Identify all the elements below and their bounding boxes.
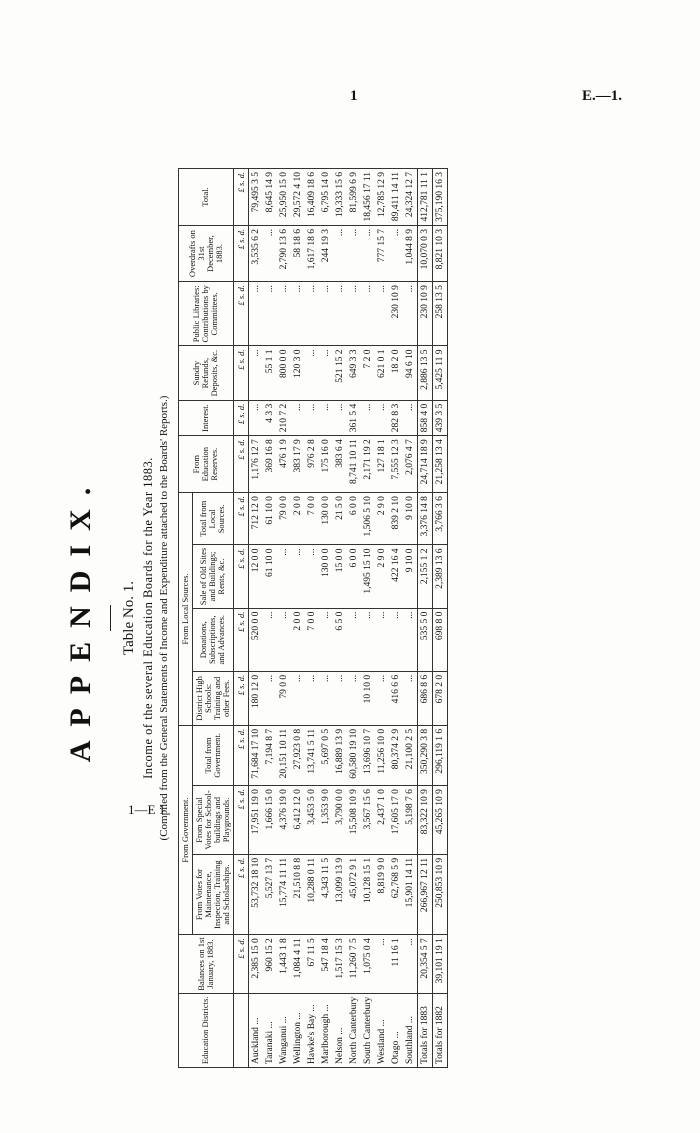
- value-cell: 4 3 3: [263, 400, 277, 436]
- value-cell: 8,819 9 0: [375, 854, 389, 934]
- value-cell: 8,821 10 3: [432, 225, 447, 281]
- value-cell: 45,265 10 9: [432, 786, 447, 855]
- value-cell: 11,260 7 5: [347, 935, 361, 993]
- value-cell: 416 6 6: [389, 671, 403, 725]
- value-cell: ...: [389, 608, 403, 671]
- table-row: [347, 169, 361, 1068]
- value-cell: 130 0 0: [319, 545, 333, 608]
- value-cell: ...: [361, 400, 375, 436]
- value-cell: 12 0 0: [248, 545, 263, 608]
- value-cell: 698 8 0: [432, 608, 447, 671]
- units-row: [233, 169, 248, 1068]
- value-cell: 2 9 0: [375, 545, 389, 608]
- table-row: [277, 169, 291, 1068]
- district-cell: Otago ...: [389, 993, 403, 1067]
- value-cell: ...: [263, 608, 277, 671]
- value-cell: 45,072 9 1: [347, 854, 361, 934]
- value-cell: 3,535 6 2: [248, 225, 263, 281]
- table-row: [263, 169, 277, 1068]
- value-cell: 777 15 7: [375, 225, 389, 281]
- value-cell: ...: [375, 282, 389, 346]
- side-code: 1—E 1: [128, 802, 166, 817]
- value-cell: 3,567 15 6: [361, 786, 375, 855]
- value-cell: 2 9 0: [375, 493, 389, 545]
- value-cell: ...: [333, 671, 347, 725]
- value-cell: 21,510 8 8: [291, 854, 305, 934]
- value-cell: 266,967 12 11: [417, 854, 432, 934]
- col-header: Education Districts.: [179, 993, 234, 1067]
- value-cell: 13,696 10 7: [361, 725, 375, 785]
- col-header: Total from Local Sources.: [192, 493, 233, 545]
- value-cell: ...: [347, 282, 361, 346]
- value-cell: 369 16 8: [263, 436, 277, 493]
- value-cell: 230 10 9: [417, 282, 432, 346]
- value-cell: ...: [277, 545, 291, 608]
- value-cell: 3,376 14 8: [417, 493, 432, 545]
- value-cell: ...: [291, 671, 305, 725]
- value-cell: 11,256 10 0: [375, 725, 389, 785]
- value-cell: 21 5 0: [333, 493, 347, 545]
- value-cell: 350,290 3 8: [417, 725, 432, 785]
- value-cell: 10,070 0 3: [417, 225, 432, 281]
- district-cell: Nelson ...: [333, 993, 347, 1067]
- value-cell: £ s. d.: [233, 854, 248, 934]
- appendix-heading: APPENDIX.: [64, 473, 97, 763]
- value-cell: 9 10 0: [403, 493, 418, 545]
- value-cell: 1,443 1 8: [277, 935, 291, 993]
- table-number: Table No. 1.: [121, 581, 137, 655]
- value-cell: 62,768 5 9: [389, 854, 403, 934]
- value-cell: 2,886 13 5: [417, 346, 432, 400]
- table-row: [305, 169, 319, 1068]
- district-cell: Westland ...: [375, 993, 389, 1067]
- value-cell: 412,781 11 1: [417, 169, 432, 226]
- value-cell: 678 2 0: [432, 671, 447, 725]
- value-cell: ...: [403, 400, 418, 436]
- value-cell: 7,194 8 7: [263, 725, 277, 785]
- value-cell: 3,790 0 0: [333, 786, 347, 855]
- value-cell: 535 5 0: [417, 608, 432, 671]
- table-body: [233, 169, 447, 1068]
- value-cell: £ s. d.: [233, 935, 248, 993]
- value-cell: 15,774 11 11: [277, 854, 291, 934]
- value-cell: ...: [319, 400, 333, 436]
- district-cell: Taranaki ...: [263, 993, 277, 1067]
- value-cell: ...: [375, 608, 389, 671]
- value-cell: ...: [319, 671, 333, 725]
- totals-row: [432, 169, 447, 1068]
- value-cell: 55 1 1: [263, 346, 277, 400]
- value-cell: 13,099 13 9: [333, 854, 347, 934]
- value-cell: 39,101 19 1: [432, 935, 447, 993]
- value-cell: ...: [305, 545, 319, 608]
- value-cell: ...: [248, 282, 263, 346]
- page-code: E.—1.: [582, 88, 623, 104]
- value-cell: £ s. d.: [233, 169, 248, 226]
- table-subtitle: (Compiled from the General Statements of Income and Expenditure attached to the Boards' Reports.): [158, 395, 170, 841]
- value-cell: 621 0 1: [375, 346, 389, 400]
- value-cell: 383 6 4: [333, 436, 347, 493]
- value-cell: 686 8 6: [417, 671, 432, 725]
- value-cell: 21,258 13 4: [432, 436, 447, 493]
- value-cell: 10,128 15 1: [361, 854, 375, 934]
- value-cell: 6 0 0: [347, 545, 361, 608]
- value-cell: 383 17 9: [291, 436, 305, 493]
- district-cell: Wanganui ...: [277, 993, 291, 1067]
- value-cell: 7 0 0: [305, 608, 319, 671]
- district-cell: South Canterbury: [361, 993, 375, 1067]
- value-cell: 83,322 10 9: [417, 786, 432, 855]
- value-cell: 120 3 0: [291, 346, 305, 400]
- value-cell: ...: [361, 282, 375, 346]
- value-cell: 7 0 0: [305, 493, 319, 545]
- value-cell: ...: [263, 671, 277, 725]
- value-cell: ...: [375, 400, 389, 436]
- value-cell: £ s. d.: [233, 545, 248, 608]
- value-cell: 24,714 18 9: [417, 436, 432, 493]
- value-cell: ...: [305, 400, 319, 436]
- table-row: [248, 169, 263, 1068]
- value-cell: 4,343 11 5: [319, 854, 333, 934]
- value-cell: ...: [403, 671, 418, 725]
- value-cell: 19,333 15 6: [333, 169, 347, 226]
- value-cell: ...: [263, 225, 277, 281]
- value-cell: ...: [277, 282, 291, 346]
- value-cell: 79 0 0: [277, 671, 291, 725]
- value-cell: 27,923 0 8: [291, 725, 305, 785]
- value-cell: 960 15 2: [263, 935, 277, 993]
- value-cell: £ s. d.: [233, 786, 248, 855]
- col-header: Total.: [179, 169, 234, 226]
- value-cell: 7 2 0: [361, 346, 375, 400]
- value-cell: £ s. d.: [233, 725, 248, 785]
- value-cell: 1,517 15 3: [333, 935, 347, 993]
- value-cell: 6,795 14 0: [319, 169, 333, 226]
- col-header: Balances on 1st January, 1883.: [179, 935, 234, 993]
- table-row: [389, 169, 403, 1068]
- value-cell: 976 2 8: [305, 436, 319, 493]
- value-cell: ...: [347, 671, 361, 725]
- value-cell: ...: [333, 282, 347, 346]
- district-cell: Marlborough ...: [319, 993, 333, 1067]
- value-cell: 24,324 12 7: [403, 169, 418, 226]
- value-cell: ...: [403, 935, 418, 993]
- value-cell: 2,437 1 0: [375, 786, 389, 855]
- value-cell: 81,599 6 9: [347, 169, 361, 226]
- totals-row: [417, 169, 432, 1068]
- value-cell: 11 16 1: [389, 935, 403, 993]
- value-cell: 60,580 19 10: [347, 725, 361, 785]
- value-cell: 361 5 4: [347, 400, 361, 436]
- value-cell: 5,527 13 7: [263, 854, 277, 934]
- table-row: [333, 169, 347, 1068]
- value-cell: 21,100 2 5: [403, 725, 418, 785]
- value-cell: 175 16 0: [319, 436, 333, 493]
- value-cell: 2,385 15 0: [248, 935, 263, 993]
- value-cell: ...: [319, 608, 333, 671]
- value-cell: ...: [305, 671, 319, 725]
- table-row: [319, 169, 333, 1068]
- value-cell: 15,508 10 9: [347, 786, 361, 855]
- value-cell: 2,076 4 7: [403, 436, 418, 493]
- value-cell: 3,453 5 0: [305, 786, 319, 855]
- value-cell: 7,555 12 3: [389, 436, 403, 493]
- col-header: Sundry Refunds, Deposits, &c.: [179, 346, 234, 400]
- table-row: [291, 169, 305, 1068]
- value-cell: 375,190 16 3: [432, 169, 447, 226]
- value-cell: £ s. d.: [233, 493, 248, 545]
- value-cell: 61 10 0: [263, 493, 277, 545]
- district-cell: [233, 993, 248, 1067]
- table-row: [403, 169, 418, 1068]
- value-cell: ...: [277, 608, 291, 671]
- value-cell: 1,617 18 6: [305, 225, 319, 281]
- value-cell: ...: [403, 608, 418, 671]
- value-cell: 712 12 0: [248, 493, 263, 545]
- value-cell: 89,411 14 11: [389, 169, 403, 226]
- value-cell: 520 0 0: [248, 608, 263, 671]
- value-cell: 10,288 0 11: [305, 854, 319, 934]
- district-cell: Wellington ...: [291, 993, 305, 1067]
- value-cell: ...: [347, 608, 361, 671]
- value-cell: ...: [389, 225, 403, 281]
- value-cell: 858 4 0: [417, 400, 432, 436]
- value-cell: 5,198 7 6: [403, 786, 418, 855]
- value-cell: 2,790 13 6: [277, 225, 291, 281]
- value-cell: 9 10 0: [403, 545, 418, 608]
- value-cell: 12,785 12 9: [375, 169, 389, 226]
- value-cell: ...: [375, 671, 389, 725]
- value-cell: 2,155 1 2: [417, 545, 432, 608]
- col-header: Overdrafts on 31st December, 1883.: [179, 225, 234, 281]
- value-cell: 18,456 17 11: [361, 169, 375, 226]
- col-header: Total from Government.: [192, 725, 233, 785]
- value-cell: 4,376 19 0: [277, 786, 291, 855]
- table-row: [375, 169, 389, 1068]
- value-cell: 476 1 9: [277, 436, 291, 493]
- rotated-sheet: [60, 103, 640, 1133]
- value-cell: 29,572 4 10: [291, 169, 305, 226]
- value-cell: ...: [305, 282, 319, 346]
- value-cell: 6 5 0: [333, 608, 347, 671]
- value-cell: £ s. d.: [233, 671, 248, 725]
- value-cell: 282 8 3: [389, 400, 403, 436]
- value-cell: ...: [403, 282, 418, 346]
- district-cell: Totals for 1883: [417, 993, 432, 1067]
- value-cell: 13,741 5 11: [305, 725, 319, 785]
- value-cell: 8,741 10 11: [347, 436, 361, 493]
- value-cell: ...: [375, 935, 389, 993]
- value-cell: 210 7 2: [277, 400, 291, 436]
- district-cell: North Canterbury: [347, 993, 361, 1067]
- col-header: From Special Votes for School-buildings and Playgrounds.: [192, 786, 233, 855]
- value-cell: 2 0 0: [291, 493, 305, 545]
- table-title: Income of the several Education Boards for the Year 1883.: [141, 457, 155, 779]
- value-cell: 8,645 14 9: [263, 169, 277, 226]
- group-header-local: From Local Sources.: [179, 493, 193, 726]
- value-cell: 180 12 0: [248, 671, 263, 725]
- value-cell: 80,374 2 9: [389, 725, 403, 785]
- value-cell: 1,353 9 0: [319, 786, 333, 855]
- value-cell: 547 18 4: [319, 935, 333, 993]
- value-cell: ...: [305, 346, 319, 400]
- col-header: From Votes for Maintenance, Inspection, Training and Scholarships.: [192, 854, 233, 934]
- value-cell: £ s. d.: [233, 225, 248, 281]
- value-cell: ...: [248, 346, 263, 400]
- value-cell: 20,354 5 7: [417, 935, 432, 993]
- value-cell: 79 0 0: [277, 493, 291, 545]
- value-cell: 16,889 13 9: [333, 725, 347, 785]
- value-cell: ...: [263, 282, 277, 346]
- value-cell: £ s. d.: [233, 400, 248, 436]
- value-cell: 53,732 18 10: [248, 854, 263, 934]
- value-cell: 58 18 6: [291, 225, 305, 281]
- value-cell: £ s. d.: [233, 608, 248, 671]
- col-header: Sale of Old Sites and Buildings; Rents, &c.: [192, 545, 233, 608]
- value-cell: ...: [291, 545, 305, 608]
- district-cell: Totals for 1882: [432, 993, 447, 1067]
- value-cell: 258 13 5: [432, 282, 447, 346]
- col-header: District High Schools: Training and other Fees.: [192, 671, 233, 725]
- value-cell: 127 18 1: [375, 436, 389, 493]
- value-cell: 521 15 2: [333, 346, 347, 400]
- value-cell: 16,409 18 6: [305, 169, 319, 226]
- value-cell: ...: [333, 400, 347, 436]
- value-cell: 1,666 15 0: [263, 786, 277, 855]
- col-header: Interest.: [179, 400, 234, 436]
- value-cell: ...: [291, 400, 305, 436]
- value-cell: ...: [319, 282, 333, 346]
- col-header: Public Libraries: Contributions by Committees.: [179, 282, 234, 346]
- value-cell: 10 10 0: [361, 671, 375, 725]
- value-cell: £ s. d.: [233, 282, 248, 346]
- page-number: 1: [350, 88, 358, 104]
- group-header-government: From Government.: [179, 725, 193, 934]
- value-cell: 3,766 3 6: [432, 493, 447, 545]
- district-cell: Southland ...: [403, 993, 418, 1067]
- value-cell: 649 3 3: [347, 346, 361, 400]
- value-cell: 2,389 13 6: [432, 545, 447, 608]
- value-cell: ...: [347, 225, 361, 281]
- value-cell: 18 2 0: [389, 346, 403, 400]
- value-cell: 130 0 0: [319, 493, 333, 545]
- value-cell: 94 6 10: [403, 346, 418, 400]
- value-cell: 1,495 15 10: [361, 545, 375, 608]
- value-cell: 61 10 0: [263, 545, 277, 608]
- district-cell: Hawke's Bay ...: [305, 993, 319, 1067]
- value-cell: ...: [361, 225, 375, 281]
- value-cell: 20,151 10 11: [277, 725, 291, 785]
- value-cell: 422 16 4: [389, 545, 403, 608]
- value-cell: 5,697 0 5: [319, 725, 333, 785]
- value-cell: 6 0 0: [347, 493, 361, 545]
- value-cell: ...: [291, 282, 305, 346]
- district-cell: Auckland ...: [248, 993, 263, 1067]
- value-cell: 1,075 0 4: [361, 935, 375, 993]
- value-cell: 800 0 0: [277, 346, 291, 400]
- value-cell: ...: [319, 346, 333, 400]
- value-cell: 79,495 3 5: [248, 169, 263, 226]
- value-cell: 5,425 11 9: [432, 346, 447, 400]
- value-cell: 1,084 4 11: [291, 935, 305, 993]
- value-cell: ...: [361, 608, 375, 671]
- value-cell: 296,119 1 6: [432, 725, 447, 785]
- value-cell: 71,684 17 10: [248, 725, 263, 785]
- value-cell: 17,605 17 0: [389, 786, 403, 855]
- value-cell: 439 3 5: [432, 400, 447, 436]
- value-cell: 17,951 19 0: [248, 786, 263, 855]
- value-cell: 67 11 5: [305, 935, 319, 993]
- value-cell: 244 19 3: [319, 225, 333, 281]
- income-table: [178, 168, 448, 1068]
- value-cell: 2 0 0: [291, 608, 305, 671]
- col-header: From Education Reserves.: [179, 436, 234, 493]
- value-cell: 2,171 19 2: [361, 436, 375, 493]
- value-cell: 15,901 14 11: [403, 854, 418, 934]
- value-cell: ...: [333, 225, 347, 281]
- divider: [110, 605, 111, 631]
- table-row: [361, 169, 375, 1068]
- value-cell: 15 0 0: [333, 545, 347, 608]
- col-header: Donations, Subscriptions, and Advances.: [192, 608, 233, 671]
- value-cell: 230 10 9: [389, 282, 403, 346]
- value-cell: 1,506 5 10: [361, 493, 375, 545]
- value-cell: 1,044 8 9: [403, 225, 418, 281]
- value-cell: £ s. d.: [233, 346, 248, 400]
- value-cell: ...: [248, 400, 263, 436]
- value-cell: 6,412 12 0: [291, 786, 305, 855]
- value-cell: £ s. d.: [233, 436, 248, 493]
- value-cell: 1,176 12 7: [248, 436, 263, 493]
- value-cell: 250,853 10 9: [432, 854, 447, 934]
- value-cell: 25,950 15 0: [277, 169, 291, 226]
- value-cell: 839 2 10: [389, 493, 403, 545]
